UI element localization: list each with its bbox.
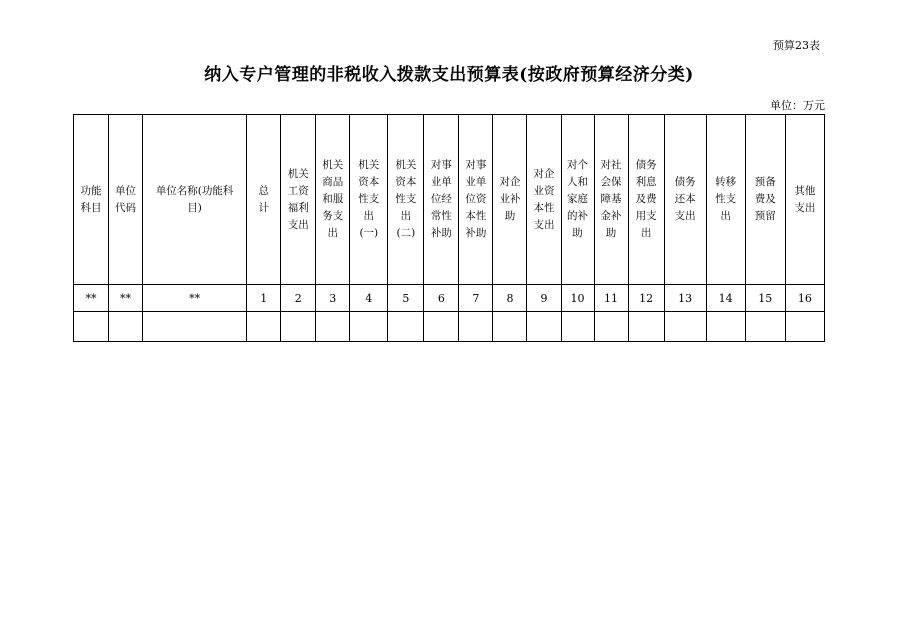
empty-cell: [785, 312, 824, 342]
column-header: [459, 115, 493, 285]
column-header: [493, 115, 527, 285]
column-code: 9: [527, 285, 561, 312]
column-header-label: 单位名称(功能科 目): [155, 184, 234, 214]
column-header-label: 机关 商品 和服 务支 出: [322, 159, 344, 239]
column-header-label: 对社 会保 障基 金补 助: [600, 159, 622, 239]
column-code: 11: [594, 285, 628, 312]
column-header-label: 机关 资本 性支 出 (二): [395, 159, 417, 239]
empty-cell: [143, 312, 247, 342]
column-code: **: [74, 285, 109, 312]
column-header: [561, 115, 594, 285]
column-header-label: 对企 业补 助: [499, 176, 521, 222]
empty-cell: [109, 312, 143, 342]
column-code: 16: [785, 285, 824, 312]
column-code-row: [74, 285, 825, 312]
column-code: 3: [316, 285, 350, 312]
column-header: [350, 115, 388, 285]
column-code: 6: [424, 285, 459, 312]
empty-cell: [493, 312, 527, 342]
column-header-label: 预备 费及 预留: [754, 176, 776, 222]
form-number: 预算23表: [773, 39, 820, 52]
column-header-label: 机关 资本 性支 出 (一): [358, 159, 380, 239]
empty-cell: [281, 312, 316, 342]
column-code: 5: [388, 285, 424, 312]
empty-cell: [316, 312, 350, 342]
column-header-label: 其他 支出: [794, 184, 816, 214]
column-header-label: 总 计: [258, 184, 269, 214]
budget-table: [73, 114, 825, 342]
column-code: 15: [745, 285, 785, 312]
column-header-label: 单位 代码: [115, 184, 137, 214]
column-code: 10: [561, 285, 594, 312]
empty-cell: [706, 312, 745, 342]
column-header-label: 对个 人和 家庭 的补 助: [567, 159, 589, 239]
empty-cell: [745, 312, 785, 342]
column-header-label: 债务 还本 支出: [674, 176, 696, 222]
column-header-label: 对事 业单 位经 常性 补助: [430, 159, 452, 239]
column-header-label: 转移 性支 出: [715, 176, 737, 222]
header-row: [74, 115, 825, 285]
empty-cell: [527, 312, 561, 342]
data-row: [74, 312, 825, 342]
column-code: **: [143, 285, 247, 312]
column-header-label: 债务 利息 及费 用支 出: [635, 159, 657, 239]
column-header: [527, 115, 561, 285]
column-code: 13: [664, 285, 706, 312]
column-header-label: 对事 业单 位资 本性 补助: [465, 159, 487, 239]
column-header: [316, 115, 350, 285]
column-code: 2: [281, 285, 316, 312]
empty-cell: [628, 312, 664, 342]
empty-cell: [424, 312, 459, 342]
column-header: [74, 115, 109, 285]
column-header: [109, 115, 143, 285]
column-header-label: 机关 工资 福利 支出: [287, 167, 309, 231]
column-code: 14: [706, 285, 745, 312]
column-code: 1: [247, 285, 281, 312]
column-code: 12: [628, 285, 664, 312]
column-header: [424, 115, 459, 285]
column-header: [281, 115, 316, 285]
column-header: [143, 115, 247, 285]
column-code: **: [109, 285, 143, 312]
empty-cell: [247, 312, 281, 342]
column-code: 4: [350, 285, 388, 312]
column-header: [594, 115, 628, 285]
column-header: [785, 115, 824, 285]
empty-cell: [459, 312, 493, 342]
empty-cell: [350, 312, 388, 342]
column-header-label: 功能 科目: [80, 184, 102, 214]
empty-cell: [74, 312, 109, 342]
column-header: [247, 115, 281, 285]
column-header: [388, 115, 424, 285]
column-header: [664, 115, 706, 285]
column-code: 7: [459, 285, 493, 312]
column-header: [745, 115, 785, 285]
column-header-label: 对企 业资 本性 支出: [533, 167, 555, 231]
page-title: 纳入专户管理的非税收入拨款支出预算表(按政府预算经济分类): [204, 65, 694, 85]
column-code: 8: [493, 285, 527, 312]
unit-label: 单位：万元: [770, 99, 825, 112]
column-header: [706, 115, 745, 285]
empty-cell: [561, 312, 594, 342]
empty-cell: [594, 312, 628, 342]
empty-cell: [664, 312, 706, 342]
empty-cell: [388, 312, 424, 342]
column-header: [628, 115, 664, 285]
